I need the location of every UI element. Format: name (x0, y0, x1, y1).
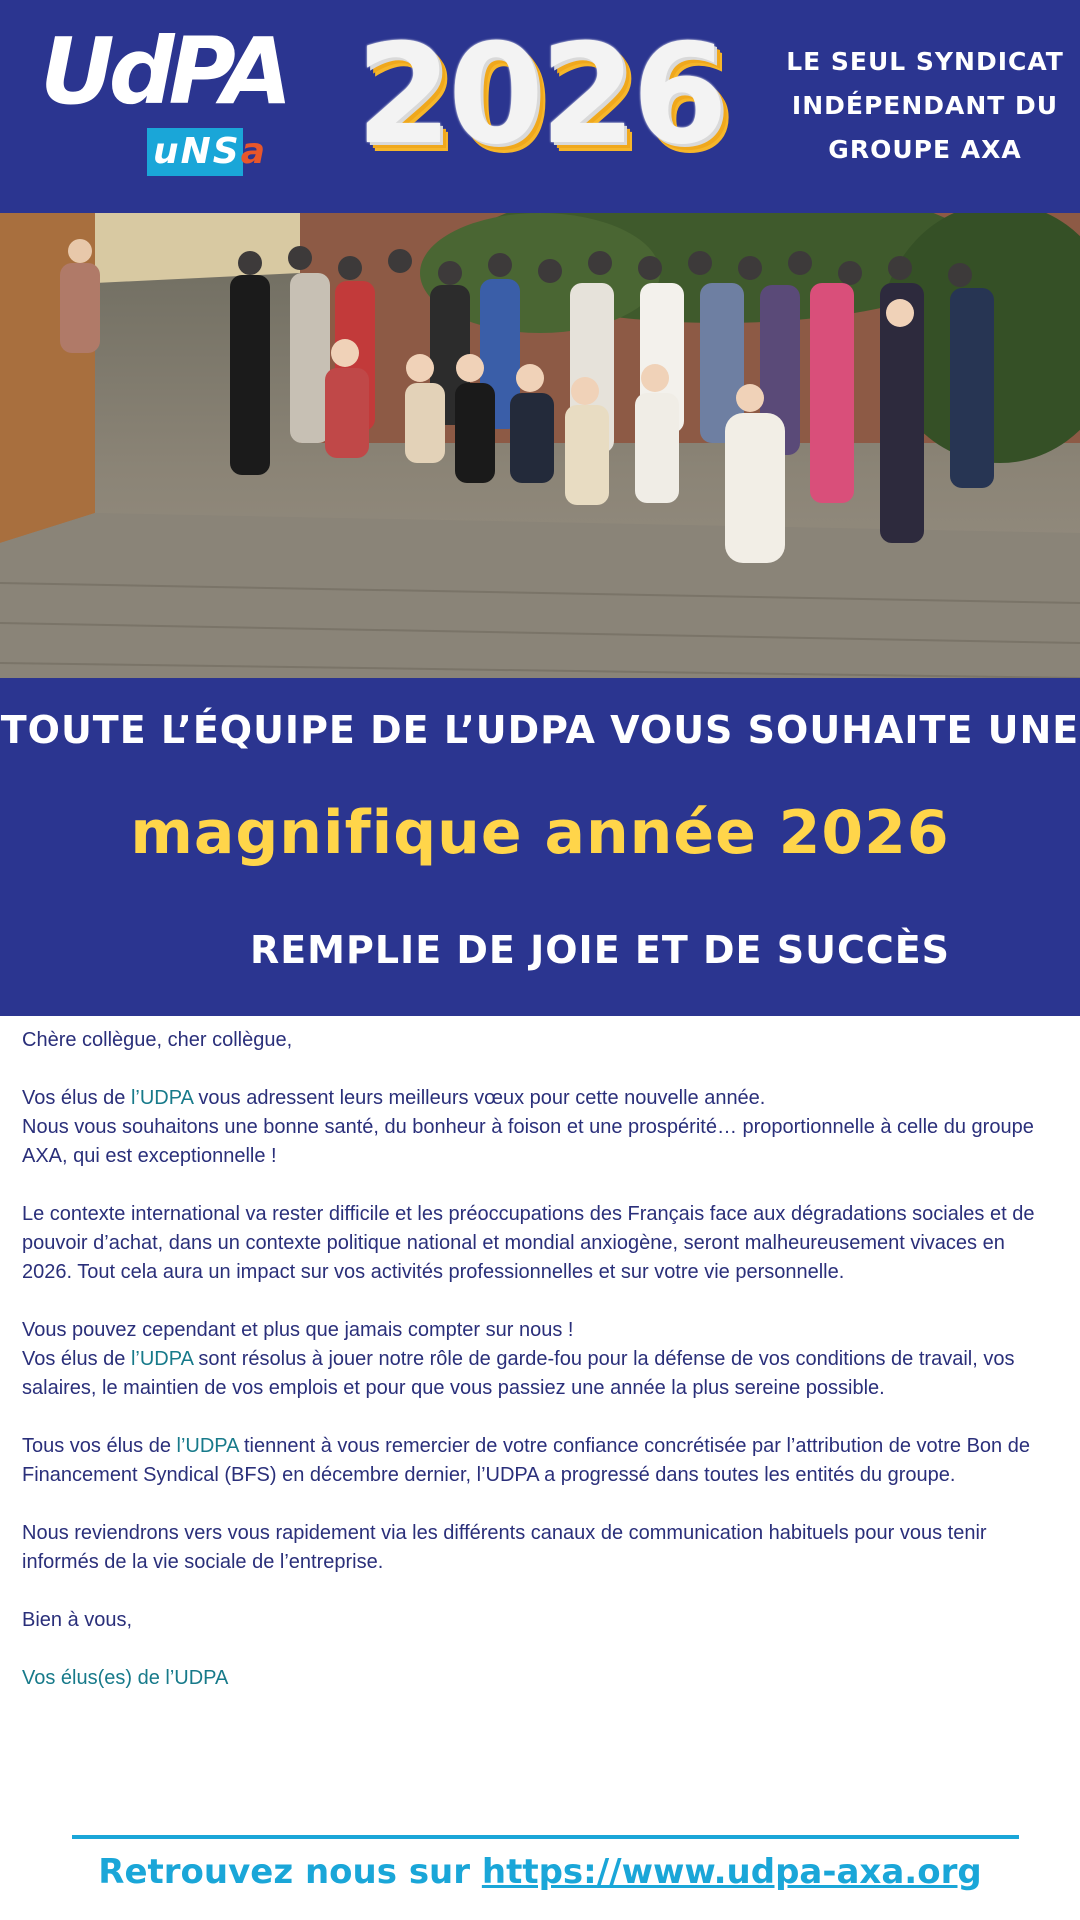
signature: Vos élus(es) de l’UDPA (22, 1667, 229, 1689)
year-title: 2026 (355, 14, 725, 175)
banner-line-2: magnifique année 2026 (130, 798, 950, 868)
footer-prefix: Retrouvez nous sur (98, 1852, 482, 1892)
logo-unsa-text: uNS (153, 131, 241, 172)
letter-body (22, 1026, 1052, 1722)
paragraph-4: Tous vos élus de l’UDPA tiennent à vous remercier de votre confiance concrétisée par l’attribution de votre Bon de Financement Syndical (BFS) en décembre dernier, l’UDPA a progressé dans toutes les entités du groupe. (22, 1435, 1030, 1486)
team-photo (0, 213, 1080, 678)
logo-unsa-accent: a (240, 131, 267, 172)
footer (0, 1852, 1080, 1892)
tagline-line-1: LE SEUL SYNDICAT (786, 47, 1064, 76)
greeting-banner (0, 678, 1080, 1016)
header (0, 0, 1080, 213)
banner-line-3: REMPLIE DE JOIE ET DE SUCCÈS (249, 928, 951, 972)
paragraph-5: Nous reviendrons vers vous rapidement via les différents canaux de communication habituels pour vous tenir informés de la vie sociale de l’entreprise. (22, 1522, 987, 1573)
paragraph-2: Le contexte international va rester difficile et les préoccupations des Français face aux dégradations sociales et de pouvoir d’achat, dans un contexte politique national et mondial anxiogène, seront malheureusement vivaces en 2026. Tout cela aura un impact sur vos activités professionnelles et sur votre vie personnelle. (22, 1203, 1035, 1283)
tagline (780, 40, 1070, 172)
tagline-line-3: GROUPE AXA (828, 135, 1022, 164)
paragraph-1: Vos élus de l’UDPA vous adressent leurs meilleurs vœux pour cette nouvelle année. Nous vous souhaitons une bonne santé, du bonheur à foison et une prospérité… proportionnelle à celle du groupe AXA, qui est exceptionnelle ! (22, 1087, 1034, 1167)
footer-divider (72, 1835, 1019, 1839)
tagline-line-2: INDÉPENDANT DU (791, 91, 1059, 120)
team-photo-illustration (0, 213, 1080, 678)
paragraph-3: Vous pouvez cependant et plus que jamais compter sur nous ! Vos élus de l’UDPA sont résolus à jouer notre rôle de garde-fou pour la défense de vos conditions de travail, vos salaires, le maintien de vos emplois et pour que vous passiez une année la plus sereine possible. (22, 1319, 1015, 1399)
logo-udpa-text: UdPA (40, 18, 287, 125)
udpa-mention: l’UDPA (130, 1087, 193, 1109)
greeting: Chère collègue, cher collègue, (22, 1029, 293, 1051)
udpa-unsa-logo[interactable] (40, 18, 287, 186)
closing: Bien à vous, (22, 1609, 133, 1631)
banner-line-1: TOUTE L’ÉQUIPE DE L’UDPA VOUS SOUHAITE UNE (0, 708, 1080, 752)
udpa-mention: l’UDPA (130, 1348, 193, 1370)
udpa-mention: l’UDPA (176, 1435, 239, 1457)
logo-unsa-badge (147, 128, 267, 176)
website-link[interactable]: https://www.udpa-axa.org (481, 1852, 982, 1892)
